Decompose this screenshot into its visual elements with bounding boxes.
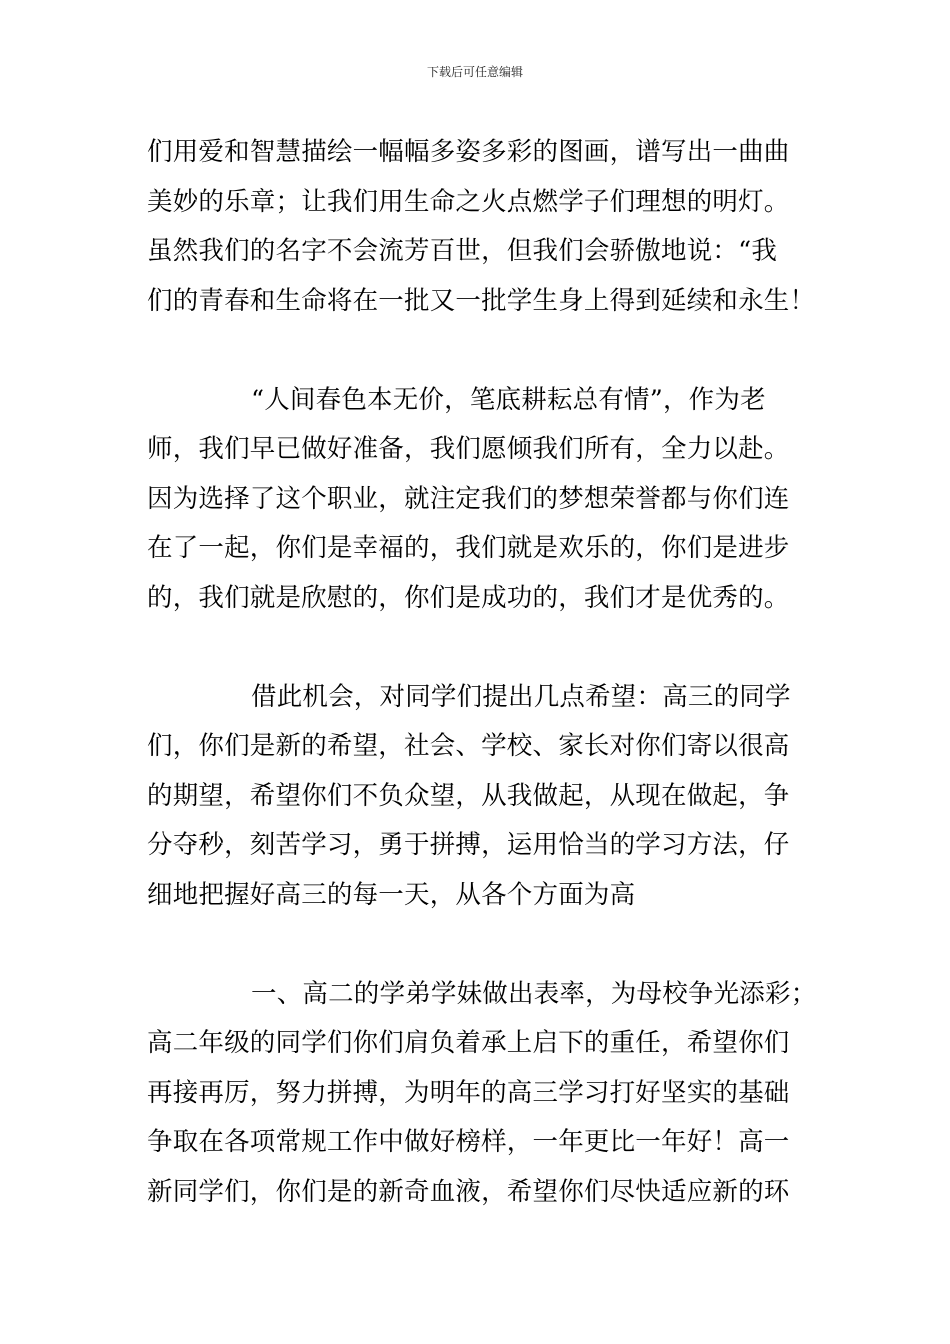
paragraph-4 bbox=[147, 970, 817, 1218]
paragraph-1 bbox=[147, 128, 817, 326]
text-line: 因为选择了这个职业，就注定我们的梦想荣誉都与你们连 bbox=[147, 483, 790, 514]
text-line: 们，你们是新的希望，社会、学校、家长对你们寄以很高 bbox=[147, 731, 790, 761]
text-line: 在了一起，你们是幸福的，我们就是欢乐的，你们是进步 bbox=[147, 533, 790, 563]
text-line: 们用爱和智慧描绘一幅幅多姿多彩的图画，谱写出一曲曲 bbox=[147, 137, 790, 167]
text-line: 师，我们早已做好准备，我们愿倾我们所有，全力以赴。 bbox=[147, 434, 790, 464]
paragraph-gap bbox=[147, 623, 817, 673]
paragraph-3 bbox=[147, 673, 817, 921]
text-line: 美妙的乐章；让我们用生命之火点燃学子们理想的明灯。 bbox=[147, 186, 790, 217]
text-line: 细地把握好高三的每一天，从各个方面为高 bbox=[147, 879, 636, 910]
text-line: 分夺秒，刻苦学习，勇于拼搏，运用恰当的学习方法，仔 bbox=[147, 830, 790, 860]
text-line: 虽然我们的名字不会流芳百世，但我们会骄傲地说：“我 bbox=[147, 236, 778, 266]
text-line: 借此机会，对同学们提出几点希望：高三的同学 bbox=[251, 681, 791, 712]
text-line: 高二年级的同学们你们肩负着承上启下的重任，希望你们 bbox=[147, 1028, 790, 1058]
text-line: 的，我们就是欣慰的，你们是成功的，我们才是优秀的。 bbox=[147, 582, 790, 613]
paragraph-gap bbox=[147, 920, 817, 970]
text-line: 一、高二的学弟学妹做出表率，为母校争光添彩； bbox=[251, 978, 817, 1009]
document-body bbox=[147, 128, 817, 1217]
text-line: 们的青春和生命将在一批又一批学生身上得到延续和永生！ bbox=[147, 285, 816, 316]
text-line: “人间春色本无价，笔底耕耘总有情”，作为老 bbox=[251, 384, 766, 415]
text-line: 再接再厉，努力拼搏，为明年的高三学习打好坚实的基础 bbox=[147, 1077, 790, 1108]
text-line: 新同学们，你们是的新奇血液，希望你们尽快适应新的环 bbox=[147, 1176, 790, 1207]
paragraph-gap bbox=[147, 326, 817, 376]
page-header: 下载后可任意编辑 bbox=[426, 65, 523, 79]
text-line: 的期望，希望你们不负众望，从我做起，从现在做起，争 bbox=[147, 780, 790, 811]
paragraph-2 bbox=[147, 376, 817, 624]
text-line: 争取在各项常规工作中做好榜样，一年更比一年好！高一 bbox=[147, 1127, 790, 1157]
